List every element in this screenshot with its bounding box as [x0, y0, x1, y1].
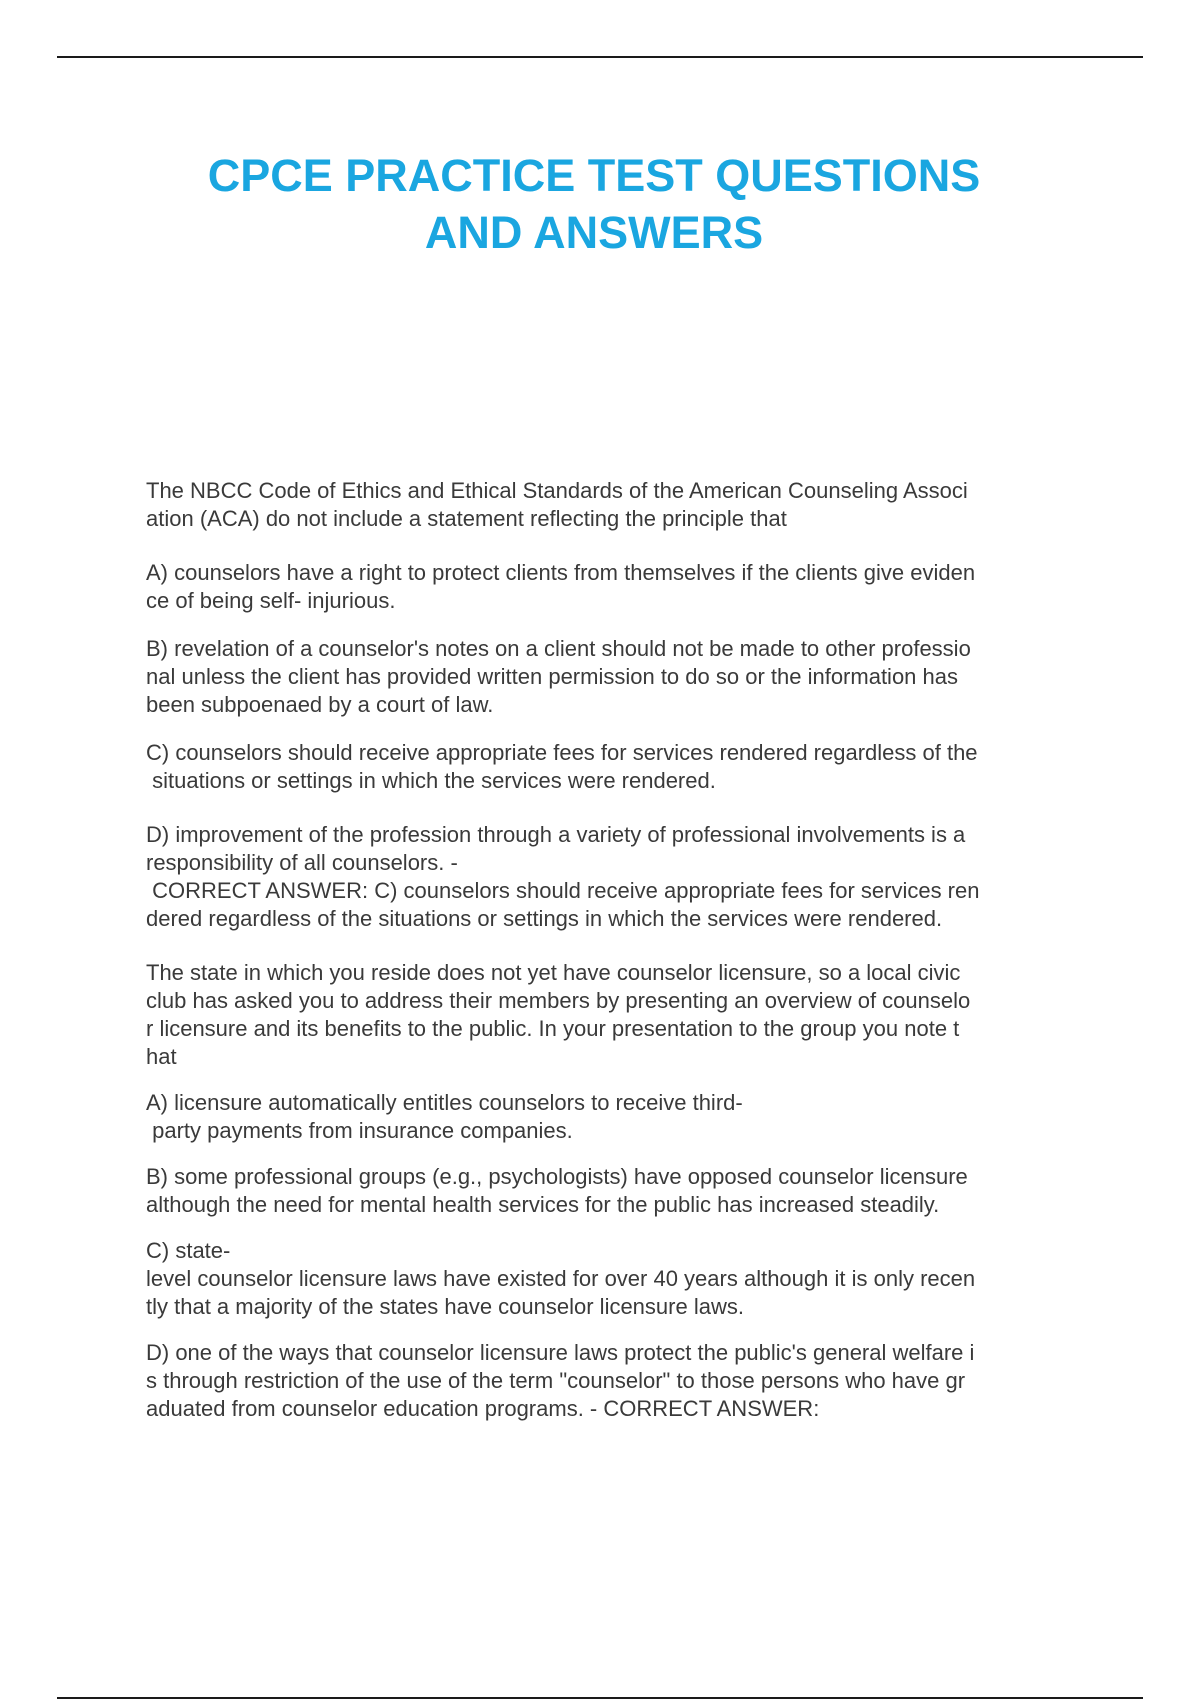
question-2-option-b: B) some professional groups (e.g., psychologists) have opposed counselor licensure although the need for mental health services for the public has increased steadily. — [146, 1164, 968, 1217]
question-2-option-a: A) licensure automatically entitles counselors to receive third- party payments from insurance companies. — [146, 1090, 743, 1143]
question-1-stem: The NBCC Code of Ethics and Ethical Standards of the American Counseling Associ ation (ACA) do not include a statement reflecting the principle that — [146, 478, 968, 531]
question-1-option-a: A) counselors have a right to protect clients from themselves if the clients give eviden ce of being self- injurious. — [146, 560, 976, 613]
title-line-1: CPCE PRACTICE TEST QUESTIONS — [207, 150, 981, 201]
top-rule — [57, 56, 1143, 58]
question-1-option-c: C) counselors should receive appropriate fees for services rendered regardless of the situations or settings in which the services were rendered. — [146, 740, 978, 793]
question-1-answer: CORRECT ANSWER: C) counselors should receive appropriate fees for services ren dered regardless of the situations or settings in which the services were rendered. — [146, 878, 980, 931]
question-1-option-b: B) revelation of a counselor's notes on a client should not be made to other professio nal unless the client has provided written permission to do so or the information has been subpoenaed by a court of law. — [146, 636, 971, 717]
question-2-option-d: D) one of the ways that counselor licensure laws protect the public's general welfare i s through restriction of the use of the term "counselor" to those persons who have gr aduated from counselor education programs. - CORRECT ANSWER: — [146, 1340, 975, 1421]
question-2-option-c: C) state- level counselor licensure laws have existed for over 40 years although it is only recen tly that a majority of the states have counselor licensure laws. — [146, 1238, 976, 1319]
question-2-stem: The state in which you reside does not yet have counselor licensure, so a local civic club has asked you to address their members by presenting an overview of counselo r licensure and its benefits to the public. In your presentation to the group you note t hat — [146, 960, 971, 1069]
document-body — [146, 477, 1096, 1423]
bottom-rule — [57, 1697, 1143, 1699]
title-line-2: AND ANSWERS — [424, 207, 764, 258]
page-title — [0, 147, 1188, 261]
question-1-option-d: D) improvement of the profession through a variety of professional involvements is a responsibility of all counselors. - — [146, 822, 966, 875]
